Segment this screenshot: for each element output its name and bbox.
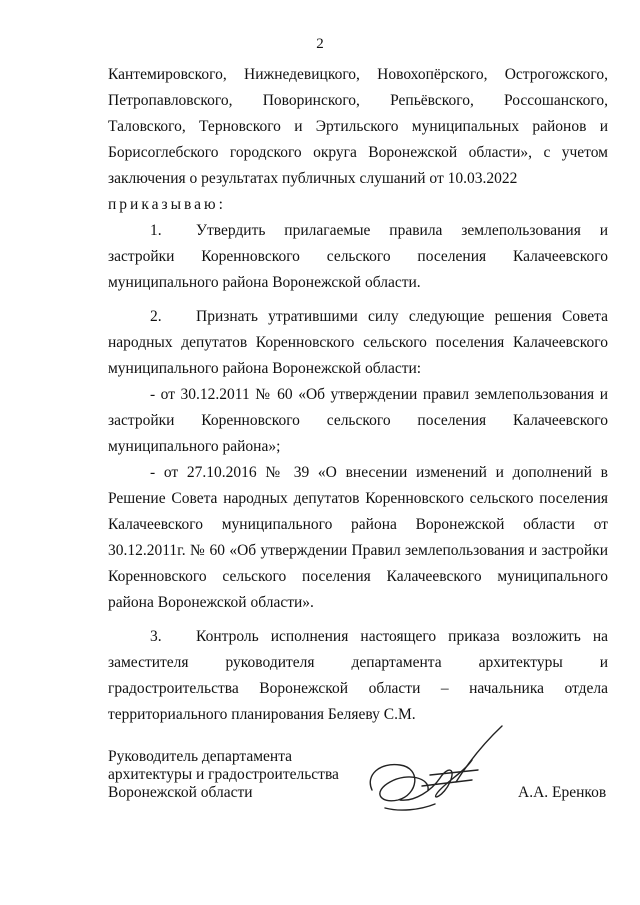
item-3-number: 3. [150, 628, 162, 645]
item-2-text: Признать утратившими силу следующие решения Совета народных депутатов Коренновского сельского поселения Калачеевского муниципального района Воронежской области: [108, 308, 608, 377]
signer-name: А.А. Еренков [518, 784, 607, 801]
handwritten-signature [360, 720, 510, 830]
signer-position-line-2: архитектуры и градостроительства [108, 766, 339, 783]
item-1 [108, 218, 608, 296]
item-1-number: 1. [150, 222, 162, 239]
page-number: 2 [316, 36, 324, 52]
item-1-text: Утвердить прилагаемые правила землепользования и застройки Коренновского сельского поселения Калачеевского муниципального района Воронежской области. [108, 222, 608, 291]
intro-paragraph: Кантемировского, Нижнедевицкого, Новохопёрского, Острогожского, Петропавловского, Поворинского, Репьёвского, Россошанского, Таловского, Терновского и Эртильского муниципальных районов и Борисоглебского городского округа Воронежской области», с учетом заключения о результатах публичных слушаний от 10.03.2022 [108, 66, 608, 187]
document-body [108, 62, 608, 728]
signer-position-line-3: Воронежской области [108, 784, 253, 801]
item-2-subitem-b: - от 27.10.2016 № 39 «О внесении изменений и дополнений в Решение Совета народных депутатов Коренновского сельского поселения Калачеевского муниципального района Воронежской области от 30.12.2011г. № 60 «Об утверждении Правил землепользования и застройки Коренновского сельского поселения Калачеевского муниципального района Воронежской области». [108, 464, 608, 611]
item-3-text: Контроль исполнения настоящего приказа возложить на заместителя руководителя департамента архитектуры и градостроительства Воронежской области – начальника отдела территориального планирования Беляеву С.М. [108, 628, 608, 723]
order-word: приказываю: [108, 196, 226, 213]
item-3 [108, 624, 608, 728]
item-2 [108, 304, 608, 382]
item-2-number: 2. [150, 308, 162, 325]
signer-position-line-1: Руководитель департамента [108, 748, 293, 765]
signer-position [108, 748, 339, 802]
item-2-subitem-a: - от 30.12.2011 № 60 «Об утверждении правил землепользования и застройки Коренновского сельского поселения Калачеевского муниципального района»; [108, 386, 608, 455]
